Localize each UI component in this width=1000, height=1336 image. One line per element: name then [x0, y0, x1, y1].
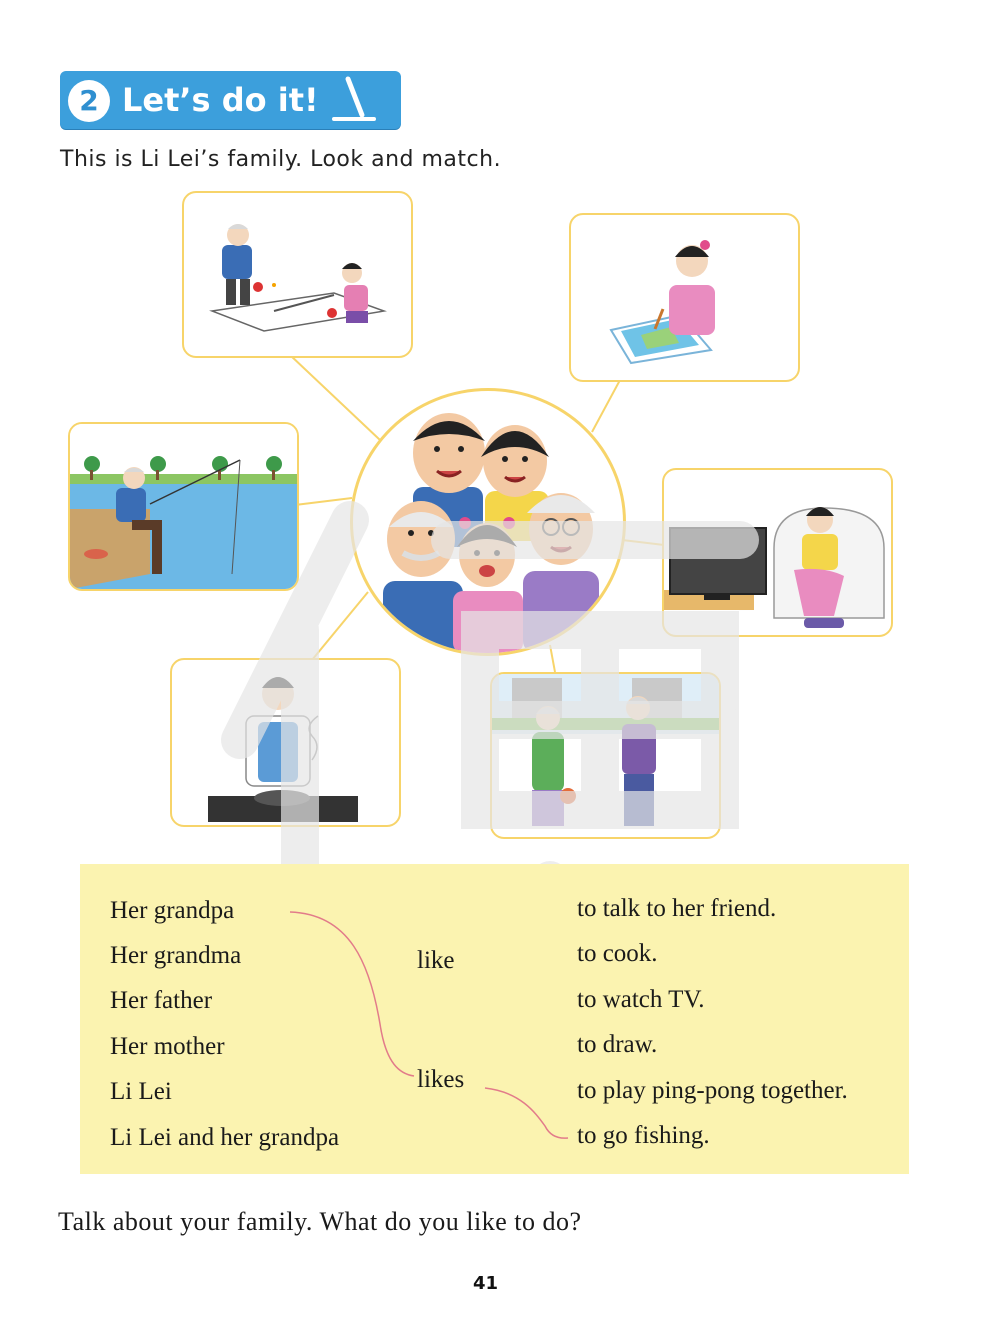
- activity-6[interactable]: to go fishing.: [577, 1122, 710, 1149]
- example-match-line: [80, 864, 909, 1174]
- section-number: 2: [68, 80, 110, 122]
- family-portrait: [350, 388, 626, 656]
- verb-likes[interactable]: likes: [417, 1066, 465, 1093]
- ping-pong-picture[interactable]: [182, 191, 413, 358]
- subject-3[interactable]: Her father: [110, 987, 213, 1014]
- activity-2[interactable]: to cook.: [577, 940, 658, 967]
- activity-3[interactable]: to watch TV.: [577, 986, 705, 1013]
- subject-5[interactable]: Li Lei: [110, 1078, 172, 1105]
- talking-picture[interactable]: [490, 672, 721, 839]
- subject-1[interactable]: Her grandpa: [110, 897, 235, 924]
- subject-4[interactable]: Her mother: [110, 1033, 225, 1060]
- verb-like[interactable]: like: [417, 947, 455, 974]
- activity-5[interactable]: to play ping-pong together.: [577, 1077, 848, 1104]
- subject-2[interactable]: Her grandma: [110, 942, 242, 969]
- activity-4[interactable]: to draw.: [577, 1031, 658, 1058]
- section-title: Let’s do it!: [122, 81, 319, 119]
- discussion-question: Talk about your family. What do you like to do?: [58, 1207, 582, 1236]
- match-exercise-box: [80, 864, 909, 1174]
- activity-1[interactable]: to talk to her friend.: [577, 895, 777, 922]
- fishing-picture[interactable]: [68, 422, 299, 591]
- instruction-text: This is Li Lei’s family. Look and match.: [60, 147, 502, 172]
- cooking-picture[interactable]: [170, 658, 401, 827]
- page-number: 41: [473, 1273, 499, 1294]
- tv-picture[interactable]: [662, 468, 893, 637]
- drawing-picture[interactable]: [569, 213, 800, 382]
- subject-6[interactable]: Li Lei and her grandpa: [110, 1124, 340, 1151]
